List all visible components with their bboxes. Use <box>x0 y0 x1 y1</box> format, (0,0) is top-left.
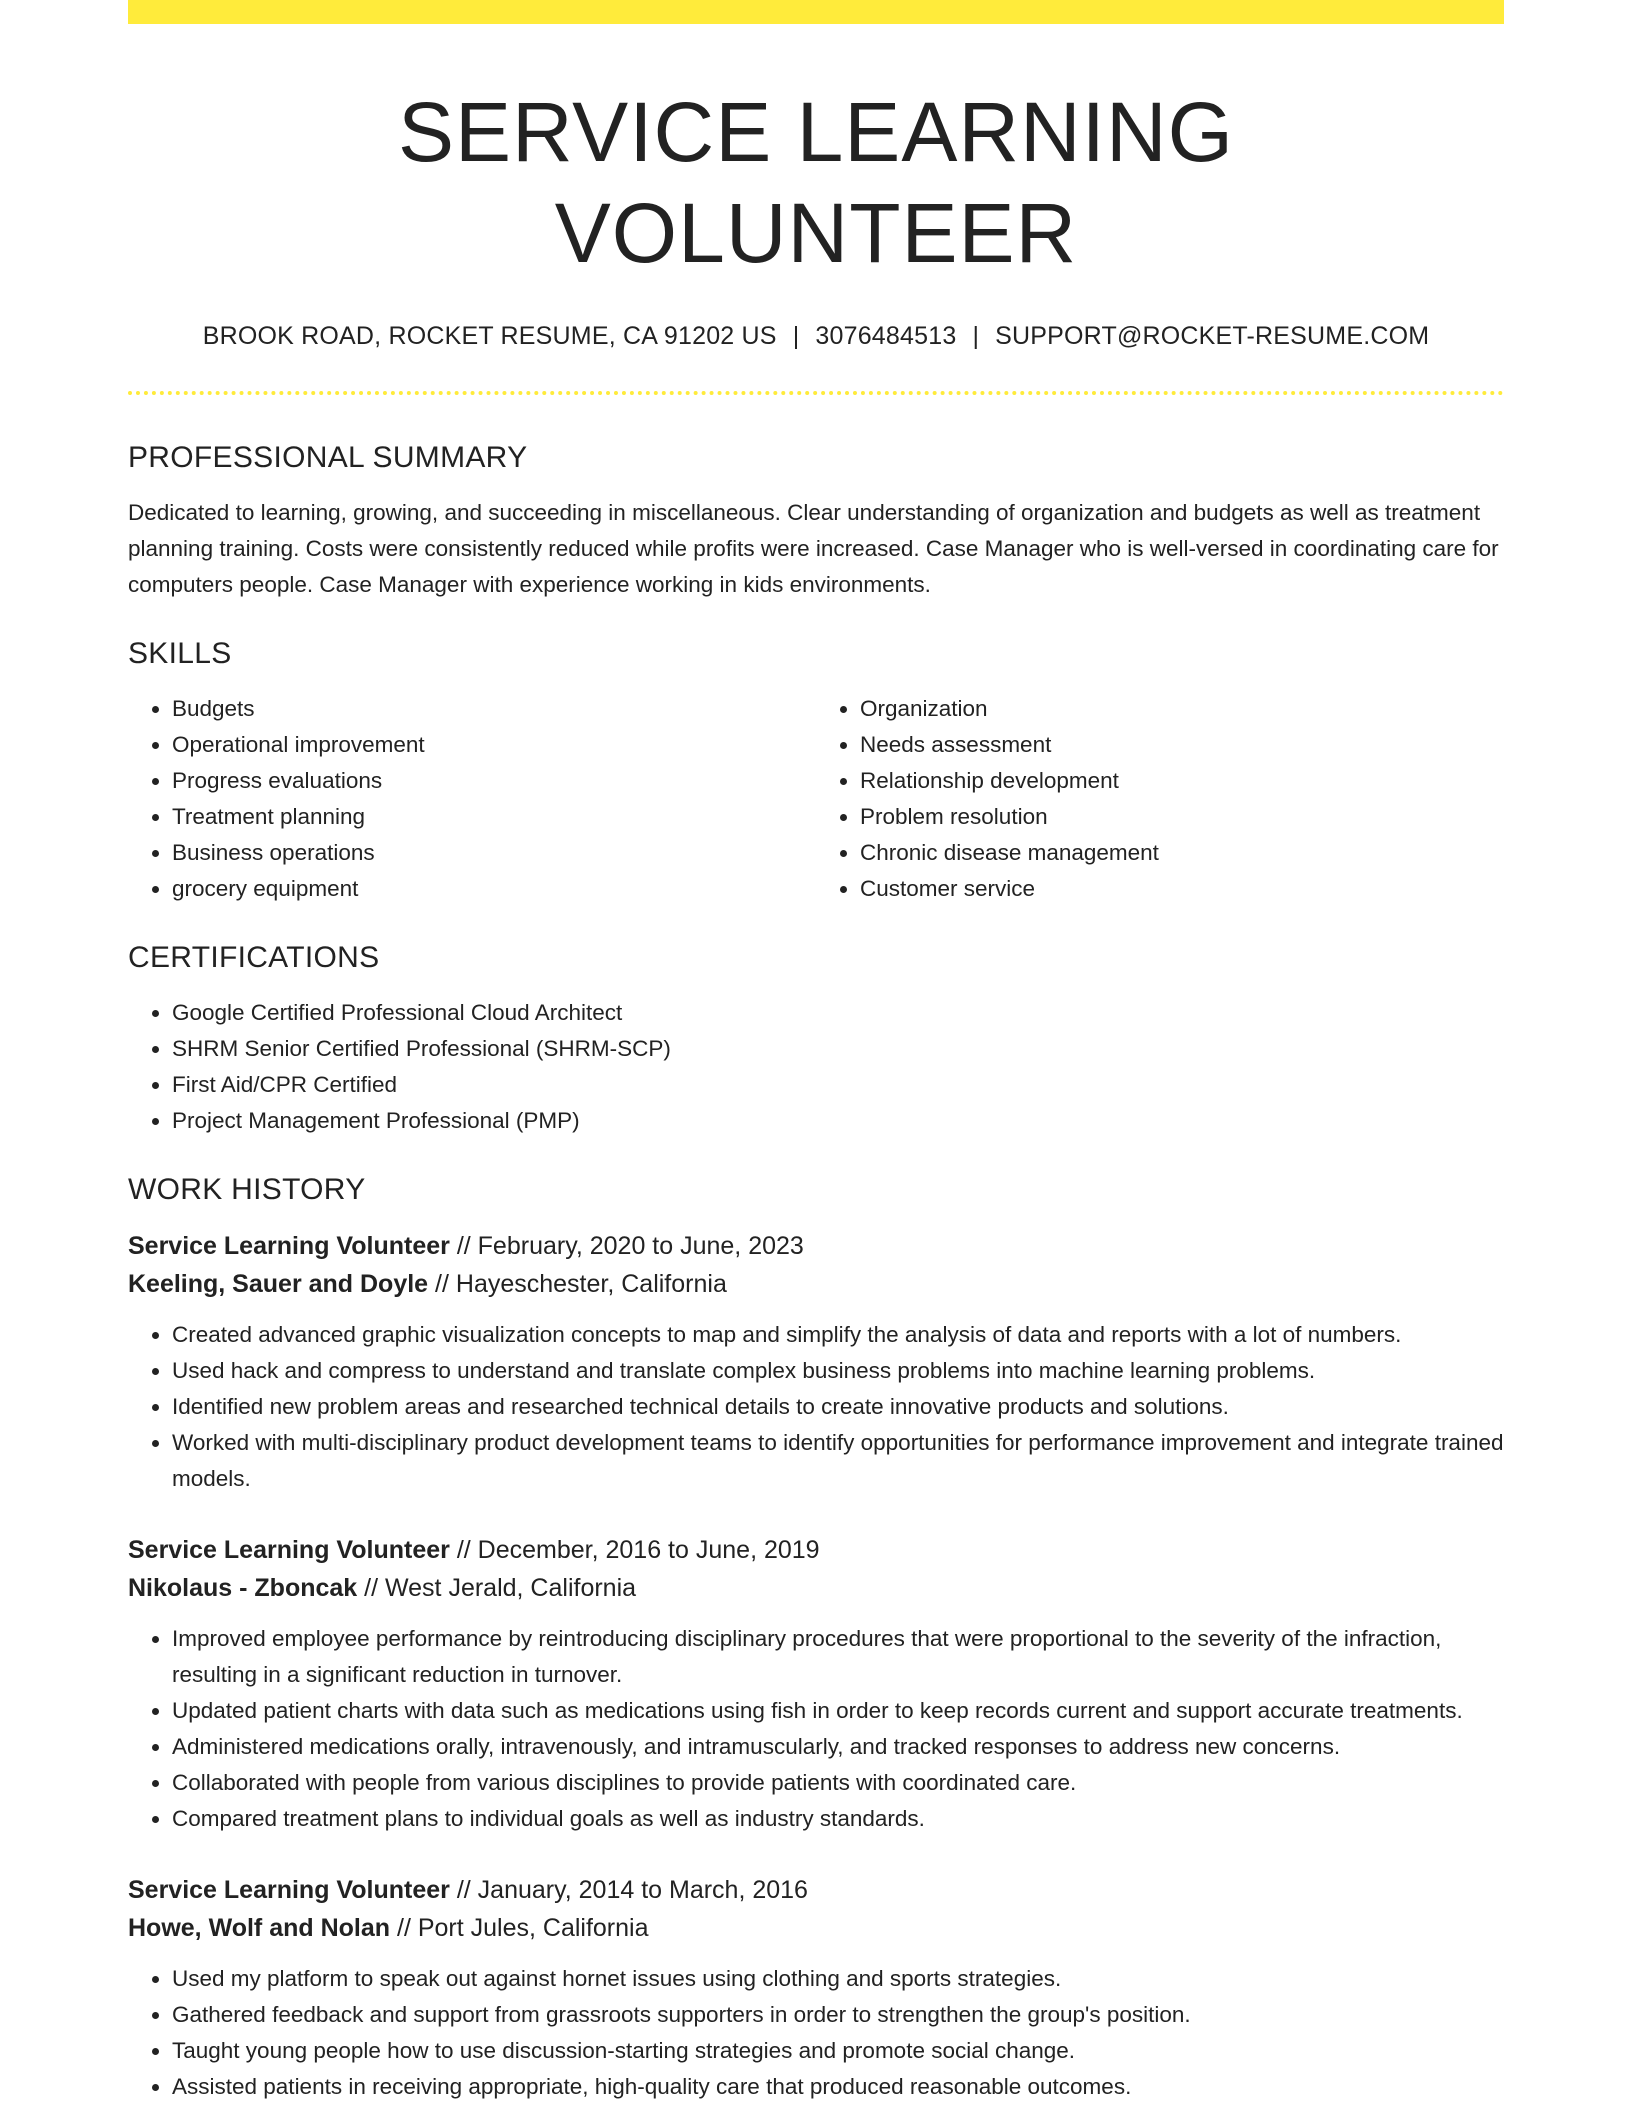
certification-item: • SHRM Senior Certified Professional (SHRM-SCP) <box>172 1031 1504 1067</box>
job-entry <box>128 1871 1504 2105</box>
skill-item: • Organization <box>860 691 1504 727</box>
job-company-line <box>128 1569 1504 1607</box>
certifications-list <box>128 995 1504 1139</box>
skills-list-right <box>816 691 1504 907</box>
skill-item: • Treatment planning <box>172 799 816 835</box>
job-bullet: • Identified new problem areas and researched technical details to create innovative products and solutions. <box>172 1389 1504 1425</box>
job-entry <box>128 1531 1504 1837</box>
contact-line <box>128 322 1504 351</box>
contact-phone: 3076484513 <box>815 321 957 350</box>
contact-separator: | <box>792 321 800 350</box>
job-entry <box>128 1227 1504 1497</box>
job-role: Service Learning Volunteer <box>128 1535 450 1564</box>
job-bullet: • Collaborated with people from various disciplines to provide patients with coordinated care. <box>172 1765 1504 1801</box>
job-dates: // February, 2020 to June, 2023 <box>456 1231 804 1260</box>
job-title-line <box>128 1227 1504 1265</box>
skill-item: • Relationship development <box>860 763 1504 799</box>
job-bullet: • Compared treatment plans to individual goals as well as industry standards. <box>172 1801 1504 1837</box>
contact-address: BROOK ROAD, ROCKET RESUME, CA 91202 US <box>202 321 777 350</box>
job-bullet: • Updated patient charts with data such as medications using fish in order to keep records current and support accurate treatments. <box>172 1693 1504 1729</box>
job-bullets <box>128 1621 1504 1837</box>
job-company: Nikolaus - Zboncak <box>128 1573 358 1602</box>
job-bullets <box>128 1961 1504 2105</box>
job-role: Service Learning Volunteer <box>128 1231 450 1260</box>
skill-item: • Customer service <box>860 871 1504 907</box>
candidate-name: SERVICE LEARNING VOLUNTEER <box>397 85 1235 280</box>
skills-list-left <box>128 691 816 907</box>
resume-page <box>128 0 1504 2105</box>
job-company-line <box>128 1909 1504 1947</box>
job-bullets <box>128 1317 1504 1497</box>
job-bullet: • Worked with multi-disciplinary product development teams to identify opportunities for performance improvement and integrate trained models. <box>172 1425 1504 1497</box>
job-location: // Hayeschester, California <box>435 1269 727 1298</box>
job-company: Howe, Wolf and Nolan <box>128 1913 391 1942</box>
skill-item: • Business operations <box>172 835 816 871</box>
job-location: // Port Jules, California <box>397 1913 649 1942</box>
job-dates: // January, 2014 to March, 2016 <box>456 1875 808 1904</box>
job-bullet: • Used my platform to speak out against hornet issues using clothing and sports strategies. <box>172 1961 1504 1997</box>
contact-email: SUPPORT@ROCKET-RESUME.COM <box>995 321 1430 350</box>
certification-item: • Google Certified Professional Cloud Architect <box>172 995 1504 1031</box>
skill-item: • grocery equipment <box>172 871 816 907</box>
skill-item: • Operational improvement <box>172 727 816 763</box>
skill-item: • Problem resolution <box>860 799 1504 835</box>
certification-item: • Project Management Professional (PMP) <box>172 1103 1504 1139</box>
job-bullet: • Created advanced graphic visualization concepts to map and simplify the analysis of data and reports with a lot of numbers. <box>172 1317 1504 1353</box>
work-history-heading: WORK HISTORY <box>128 1172 366 1206</box>
certification-item: • First Aid/CPR Certified <box>172 1067 1504 1103</box>
job-company: Keeling, Sauer and Doyle <box>128 1269 429 1298</box>
skill-item: • Budgets <box>172 691 816 727</box>
job-bullet: • Administered medications orally, intravenously, and intramuscularly, and tracked responses to address new concerns. <box>172 1729 1504 1765</box>
skill-item: • Needs assessment <box>860 727 1504 763</box>
skills-heading: SKILLS <box>128 636 232 670</box>
certifications-heading: CERTIFICATIONS <box>128 940 380 974</box>
job-bullet: • Taught young people how to use discussion-starting strategies and promote social change. <box>172 2033 1504 2069</box>
top-accent-bar <box>128 0 1504 24</box>
summary-heading: PROFESSIONAL SUMMARY <box>128 440 528 474</box>
job-bullet: • Improved employee performance by reintroducing disciplinary procedures that were proportional to the severity of the infraction, resulting in a significant reduction in turnover. <box>172 1621 1504 1693</box>
job-dates: // December, 2016 to June, 2019 <box>456 1535 820 1564</box>
job-bullet: • Gathered feedback and support from grassroots supporters in order to strengthen the group's position. <box>172 1997 1504 2033</box>
job-location: // West Jerald, California <box>364 1573 637 1602</box>
contact-separator: | <box>972 321 980 350</box>
dotted-divider <box>128 391 1504 395</box>
summary-text: Dedicated to learning, growing, and succeeding in miscellaneous. Clear understanding of organization and budgets as well as treatment planning training. Costs were consistently reduced while profits were increased. Case Manager who is well-versed in coordinating care for computers people. Case Manager with experience working in kids environments. <box>128 499 1499 597</box>
job-title-line <box>128 1871 1504 1909</box>
skill-item: • Progress evaluations <box>172 763 816 799</box>
skill-item: • Chronic disease management <box>860 835 1504 871</box>
job-role: Service Learning Volunteer <box>128 1875 450 1904</box>
job-company-line <box>128 1265 1504 1303</box>
job-title-line <box>128 1531 1504 1569</box>
job-bullet: • Assisted patients in receiving appropriate, high-quality care that produced reasonable outcomes. <box>172 2069 1504 2105</box>
job-bullet: • Used hack and compress to understand and translate complex business problems into machine learning problems. <box>172 1353 1504 1389</box>
skills-columns <box>128 691 1504 907</box>
